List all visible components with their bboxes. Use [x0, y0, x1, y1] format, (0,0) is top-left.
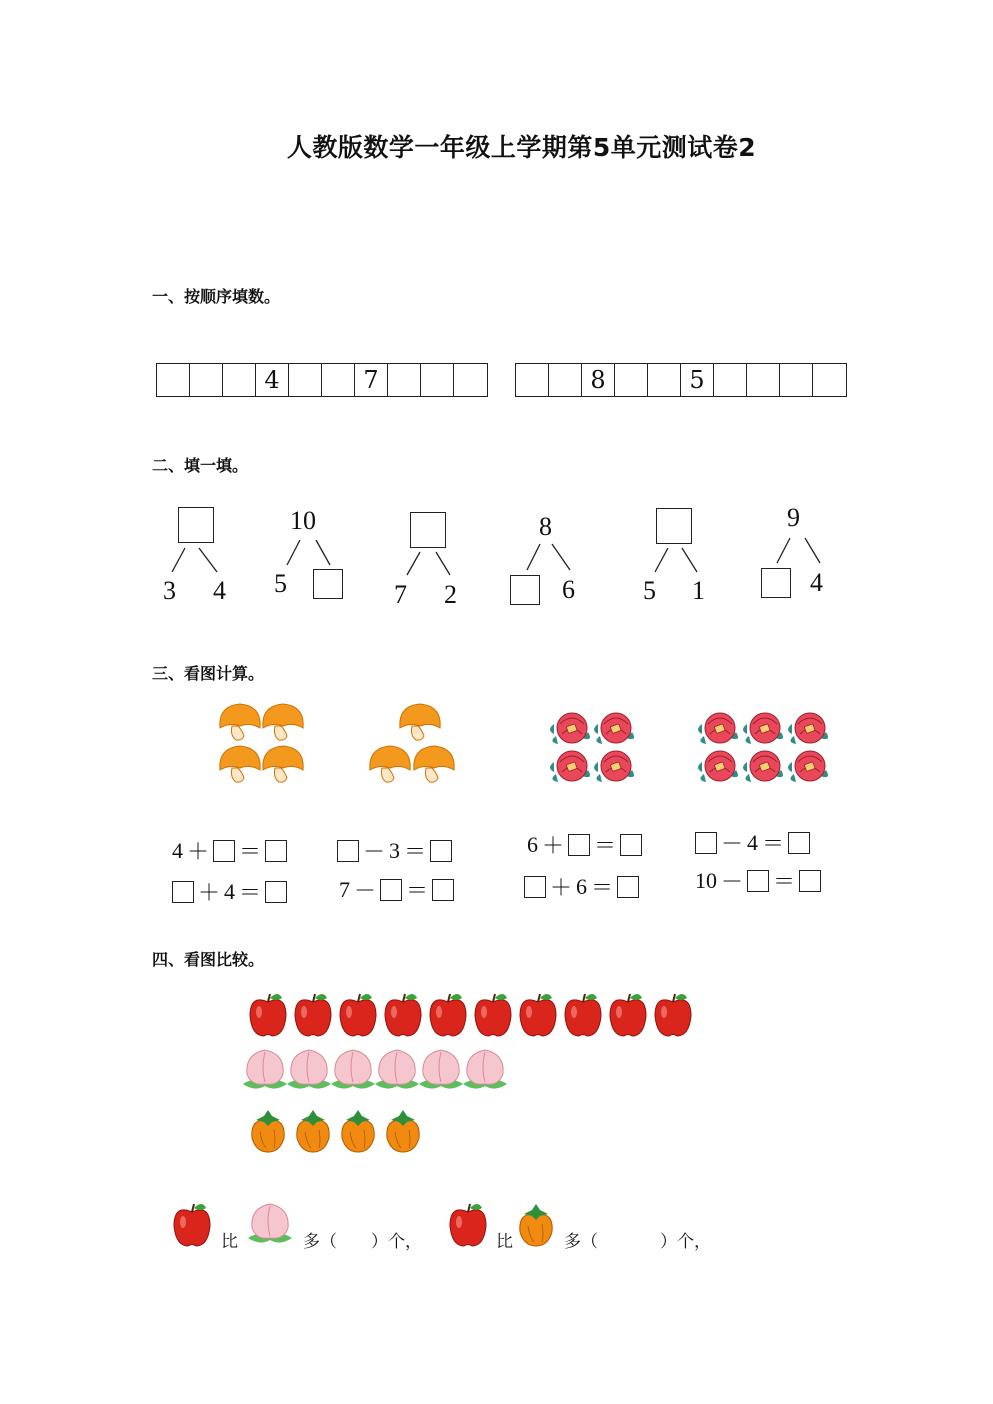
section-2-heading: 二、填一填。: [152, 456, 249, 475]
equation-token: ＝: [594, 833, 617, 858]
answer-box[interactable]: [568, 834, 590, 856]
persimmon-icon: [252, 1110, 284, 1152]
equation-token: 7: [339, 876, 350, 902]
answer-box[interactable]: [313, 569, 343, 599]
bond-line: [655, 548, 668, 572]
bond-line: [777, 538, 790, 563]
flower-group-6: [698, 713, 828, 782]
answer-box[interactable]: [430, 840, 452, 862]
answer-box[interactable]: [172, 881, 194, 903]
equation-token: ＝: [404, 839, 427, 864]
answer-box[interactable]: [265, 881, 287, 903]
apple-icon: [450, 1204, 486, 1246]
bond-number: 2: [444, 580, 457, 609]
persimmon-icon: [387, 1110, 419, 1152]
compare-bi-2: 比: [496, 1232, 513, 1252]
peach-icon: [248, 1204, 292, 1243]
equation-token: ＝: [239, 880, 262, 905]
equation-token: 10: [695, 867, 717, 893]
apple-icon: [655, 994, 691, 1036]
apple-icon: [174, 1204, 210, 1246]
persimmon-icon: [342, 1110, 374, 1152]
sequence-cell[interactable]: 4: [256, 364, 289, 396]
equation-token: ＝: [762, 831, 785, 856]
apple-icon: [385, 994, 421, 1036]
peach-icon: [419, 1050, 463, 1089]
equation-token: －: [363, 839, 386, 864]
apple-icon: [520, 994, 556, 1036]
apple-row: [250, 994, 691, 1036]
peach-icon: [375, 1050, 419, 1089]
compare-duo-2: 多（: [564, 1232, 598, 1252]
equation-g4-a: [693, 827, 812, 858]
equation-token: ＋: [198, 880, 221, 905]
page-title: 人教版数学一年级上学期第5单元测试卷2: [286, 133, 757, 162]
equation-token: ＝: [239, 839, 262, 864]
apple-icon: [295, 994, 331, 1036]
equation-token: 3: [389, 837, 401, 863]
answer-box[interactable]: [761, 568, 791, 598]
equation-g3-b: [522, 871, 641, 902]
answer-box[interactable]: [656, 508, 692, 544]
peach-icon: [287, 1050, 331, 1089]
bond-number: 4: [213, 576, 226, 605]
apple-icon: [250, 994, 286, 1036]
equation-token: ＝: [406, 878, 429, 903]
bond-number: 7: [394, 580, 407, 609]
persimmon-icon: [520, 1204, 552, 1246]
bond-line: [316, 540, 330, 565]
bond-line: [287, 540, 300, 565]
equation-token: ＋: [542, 833, 565, 858]
equation-token: 4: [172, 837, 183, 863]
flower-group-4: [550, 713, 634, 782]
equation-token: ＝: [773, 869, 796, 894]
equation-g1-a: [170, 835, 289, 866]
apple-icon: [610, 994, 646, 1036]
answer-box[interactable]: [510, 575, 540, 605]
peach-icon: [243, 1050, 287, 1089]
persimmon-icon: [297, 1110, 329, 1152]
sequence-cell[interactable]: 7: [355, 364, 388, 396]
bond-line: [436, 552, 450, 575]
bond-number: 1: [692, 576, 705, 605]
mushroom-group-3: [370, 704, 454, 782]
compare-bi-1: 比: [221, 1232, 238, 1252]
section-3-heading: 三、看图计算。: [152, 664, 265, 683]
answer-box[interactable]: [213, 840, 235, 862]
answer-box[interactable]: [337, 840, 359, 862]
bond-line: [805, 538, 820, 563]
bond-number: 4: [810, 568, 823, 597]
picture-row: [210, 700, 850, 795]
equation-g3-a: [525, 829, 644, 860]
section-4-heading: 四、看图比较。: [152, 950, 265, 969]
bond-line: [552, 544, 570, 570]
bond-number: 5: [643, 576, 656, 605]
answer-box[interactable]: [788, 832, 810, 854]
bond-number: 9: [787, 503, 800, 532]
equation-token: －: [354, 878, 377, 903]
answer-box[interactable]: [620, 834, 642, 856]
equation-g4-b: [693, 865, 823, 896]
equation-token: 6: [527, 831, 538, 857]
apple-icon: [430, 994, 466, 1036]
answer-box[interactable]: [747, 870, 769, 892]
answer-box[interactable]: [380, 879, 402, 901]
apple-icon: [340, 994, 376, 1036]
bond-line: [172, 548, 185, 572]
equation-token: －: [721, 869, 744, 894]
answer-box[interactable]: [265, 840, 287, 862]
equation-token: ＋: [550, 875, 573, 900]
equation-g2-a: [335, 835, 454, 866]
answer-box[interactable]: [695, 832, 717, 854]
apple-icon: [475, 994, 511, 1036]
compare-ge-1: ）个，: [371, 1232, 422, 1252]
peach-icon: [463, 1050, 507, 1089]
bond-line: [682, 548, 697, 572]
bond-number: 6: [562, 575, 575, 604]
compare-duo-1: 多（: [303, 1232, 337, 1252]
apple-icon: [565, 994, 601, 1036]
bond-number: 8: [539, 512, 552, 541]
answer-box[interactable]: [799, 870, 821, 892]
answer-box[interactable]: [178, 507, 214, 543]
peach-row: [243, 1050, 507, 1089]
answer-box[interactable]: [432, 879, 454, 901]
answer-box[interactable]: [410, 512, 446, 548]
bond-line: [527, 544, 540, 570]
bond-number: 10: [290, 506, 316, 535]
equation-token: 4: [224, 878, 236, 904]
bond-line: [407, 552, 420, 575]
sequence-cell[interactable]: 5: [681, 364, 714, 396]
answer-box[interactable]: [617, 876, 639, 898]
equation-token: 6: [576, 873, 588, 899]
equation-token: －: [721, 831, 744, 856]
compare-ge-2: ）个，: [660, 1232, 711, 1252]
equation-token: 4: [747, 829, 759, 855]
equation-g2-b: [337, 874, 456, 905]
answer-box[interactable]: [524, 876, 546, 898]
equation-token: ＋: [187, 839, 210, 864]
bond-number: 5: [274, 569, 287, 598]
equation-token: ＝: [591, 875, 614, 900]
peach-icon: [331, 1050, 375, 1089]
sequence-cell[interactable]: 8: [582, 364, 615, 396]
persimmon-row: [252, 1110, 419, 1152]
section-1-heading: 一、按顺序填数。: [152, 287, 281, 306]
equation-g1-b: [170, 876, 289, 907]
mushroom-group-4: [220, 704, 303, 782]
bond-line: [199, 548, 217, 572]
fruit-rows: [235, 990, 715, 1160]
bond-number: 3: [163, 576, 176, 605]
